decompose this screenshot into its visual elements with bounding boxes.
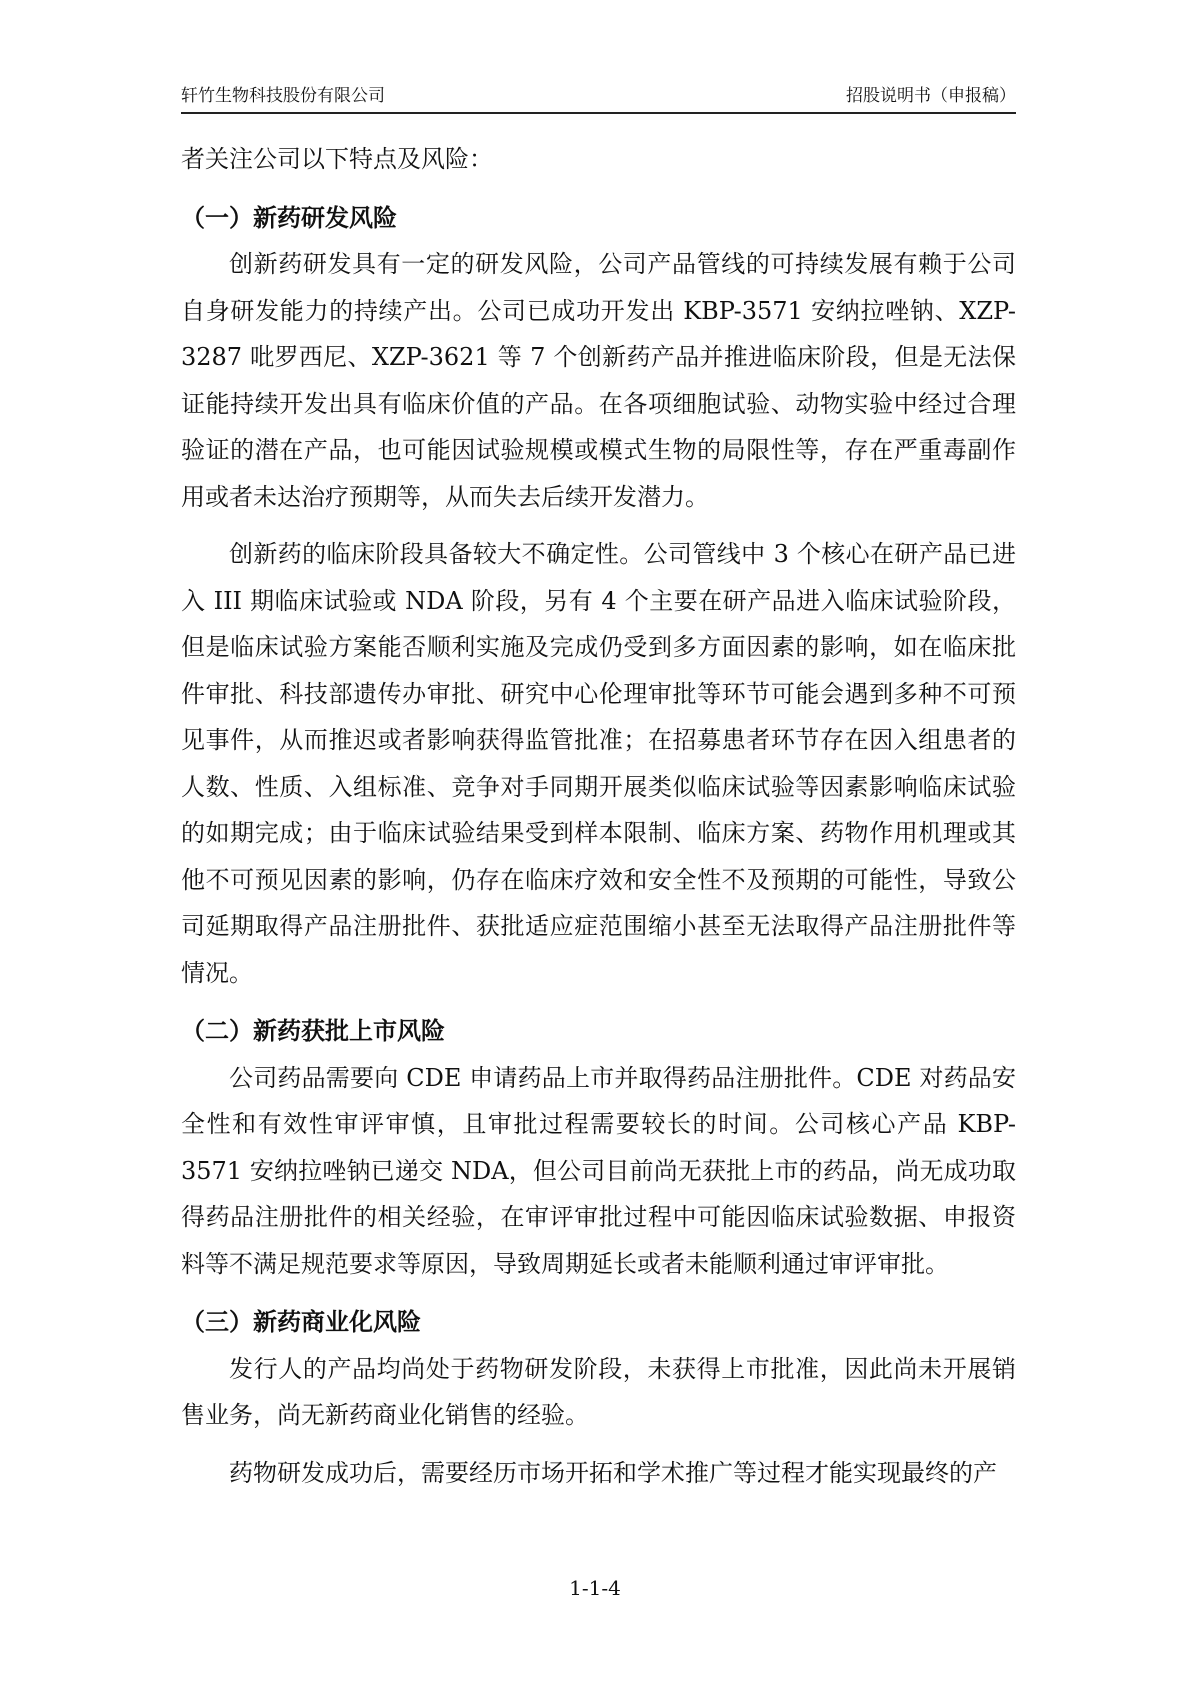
section-heading-commercialization-risk: （三）新药商业化风险 xyxy=(181,1308,421,1336)
page-number: 1-1-4 xyxy=(569,1576,621,1600)
header-company-name: 轩竹生物科技股份有限公司 xyxy=(181,86,385,106)
page-content xyxy=(181,136,1016,1496)
paragraph-approval-risk-1: 公司药品需要向 CDE 申请药品上市并取得药品注册批件。CDE 对药品安全性和有效性审评审慎，且审批过程需要较长的时间。公司核心产品 KBP-3571 安纳拉唑钠已递交 NDA，但公司目前尚无获批上市的药品，尚无成功取得药品注册批件的相关经验，在审评审批过程中可能因临床试验数据、申报资料等不满足规范要求等原因，导致周期延长或者未能顺利通过审评审批。 xyxy=(181,1063,1016,1278)
paragraph-rd-risk-1: 创新药研发具有一定的研发风险，公司产品管线的可持续发展有赖于公司自身研发能力的持续产出。公司已成功开发出 KBP-3571 安纳拉唑钠、XZP-3287 吡罗西尼、XZP-3621 等 7 个创新药产品并推进临床阶段，但是无法保证能持续开发出具有临床价值的产品。在各项细胞试验、动物实验中经过合理验证的潜在产品，也可能因试验规模或模式生物的局限性等，存在严重毒副作用或者未达治疗预期等，从而失去后续开发潜力。 xyxy=(181,250,1016,511)
page-header xyxy=(181,82,1016,114)
paragraph-rd-risk-2: 创新药的临床阶段具备较大不确定性。公司管线中 3 个核心在研产品已进入 III 期临床试验或 NDA 阶段，另有 4 个主要在研产品进入临床试验阶段，但是临床试验方案能否顺利实施及完成仍受到多方面因素的影响，如在临床批件审批、科技部遗传办审批、研究中心伦理审批等环节可能会遇到多种不可预见事件，从而推迟或者影响获得监管批准；在招募患者环节存在因入组患者的人数、性质、入组标准、竞争对手同期开展类似临床试验等因素影响临床试验的如期完成；由于临床试验结果受到样本限制、临床方案、药物作用机理或其他不可预见因素的影响，仍存在临床疗效和安全性不及预期的可能性，导致公司延期取得产品注册批件、获批适应症范围缩小甚至无法取得产品注册批件等情况。 xyxy=(181,540,1016,987)
header-document-title: 招股说明书（申报稿） xyxy=(846,86,1016,106)
section-heading-rd-risk: （一）新药研发风险 xyxy=(181,203,397,232)
paragraph-commercialization-risk-2: 药物研发成功后，需要经历市场开拓和学术推广等过程才能实现最终的产 xyxy=(229,1458,997,1487)
paragraph-commercialization-risk-1: 发行人的产品均尚处于药物研发阶段，未获得上市批准，因此尚未开展销售业务，尚无新药商业化销售的经验。 xyxy=(181,1354,1016,1429)
section-heading-approval-risk: （二）新药获批上市风险 xyxy=(181,1017,445,1045)
intro-paragraph: 者关注公司以下特点及风险： xyxy=(181,145,493,173)
